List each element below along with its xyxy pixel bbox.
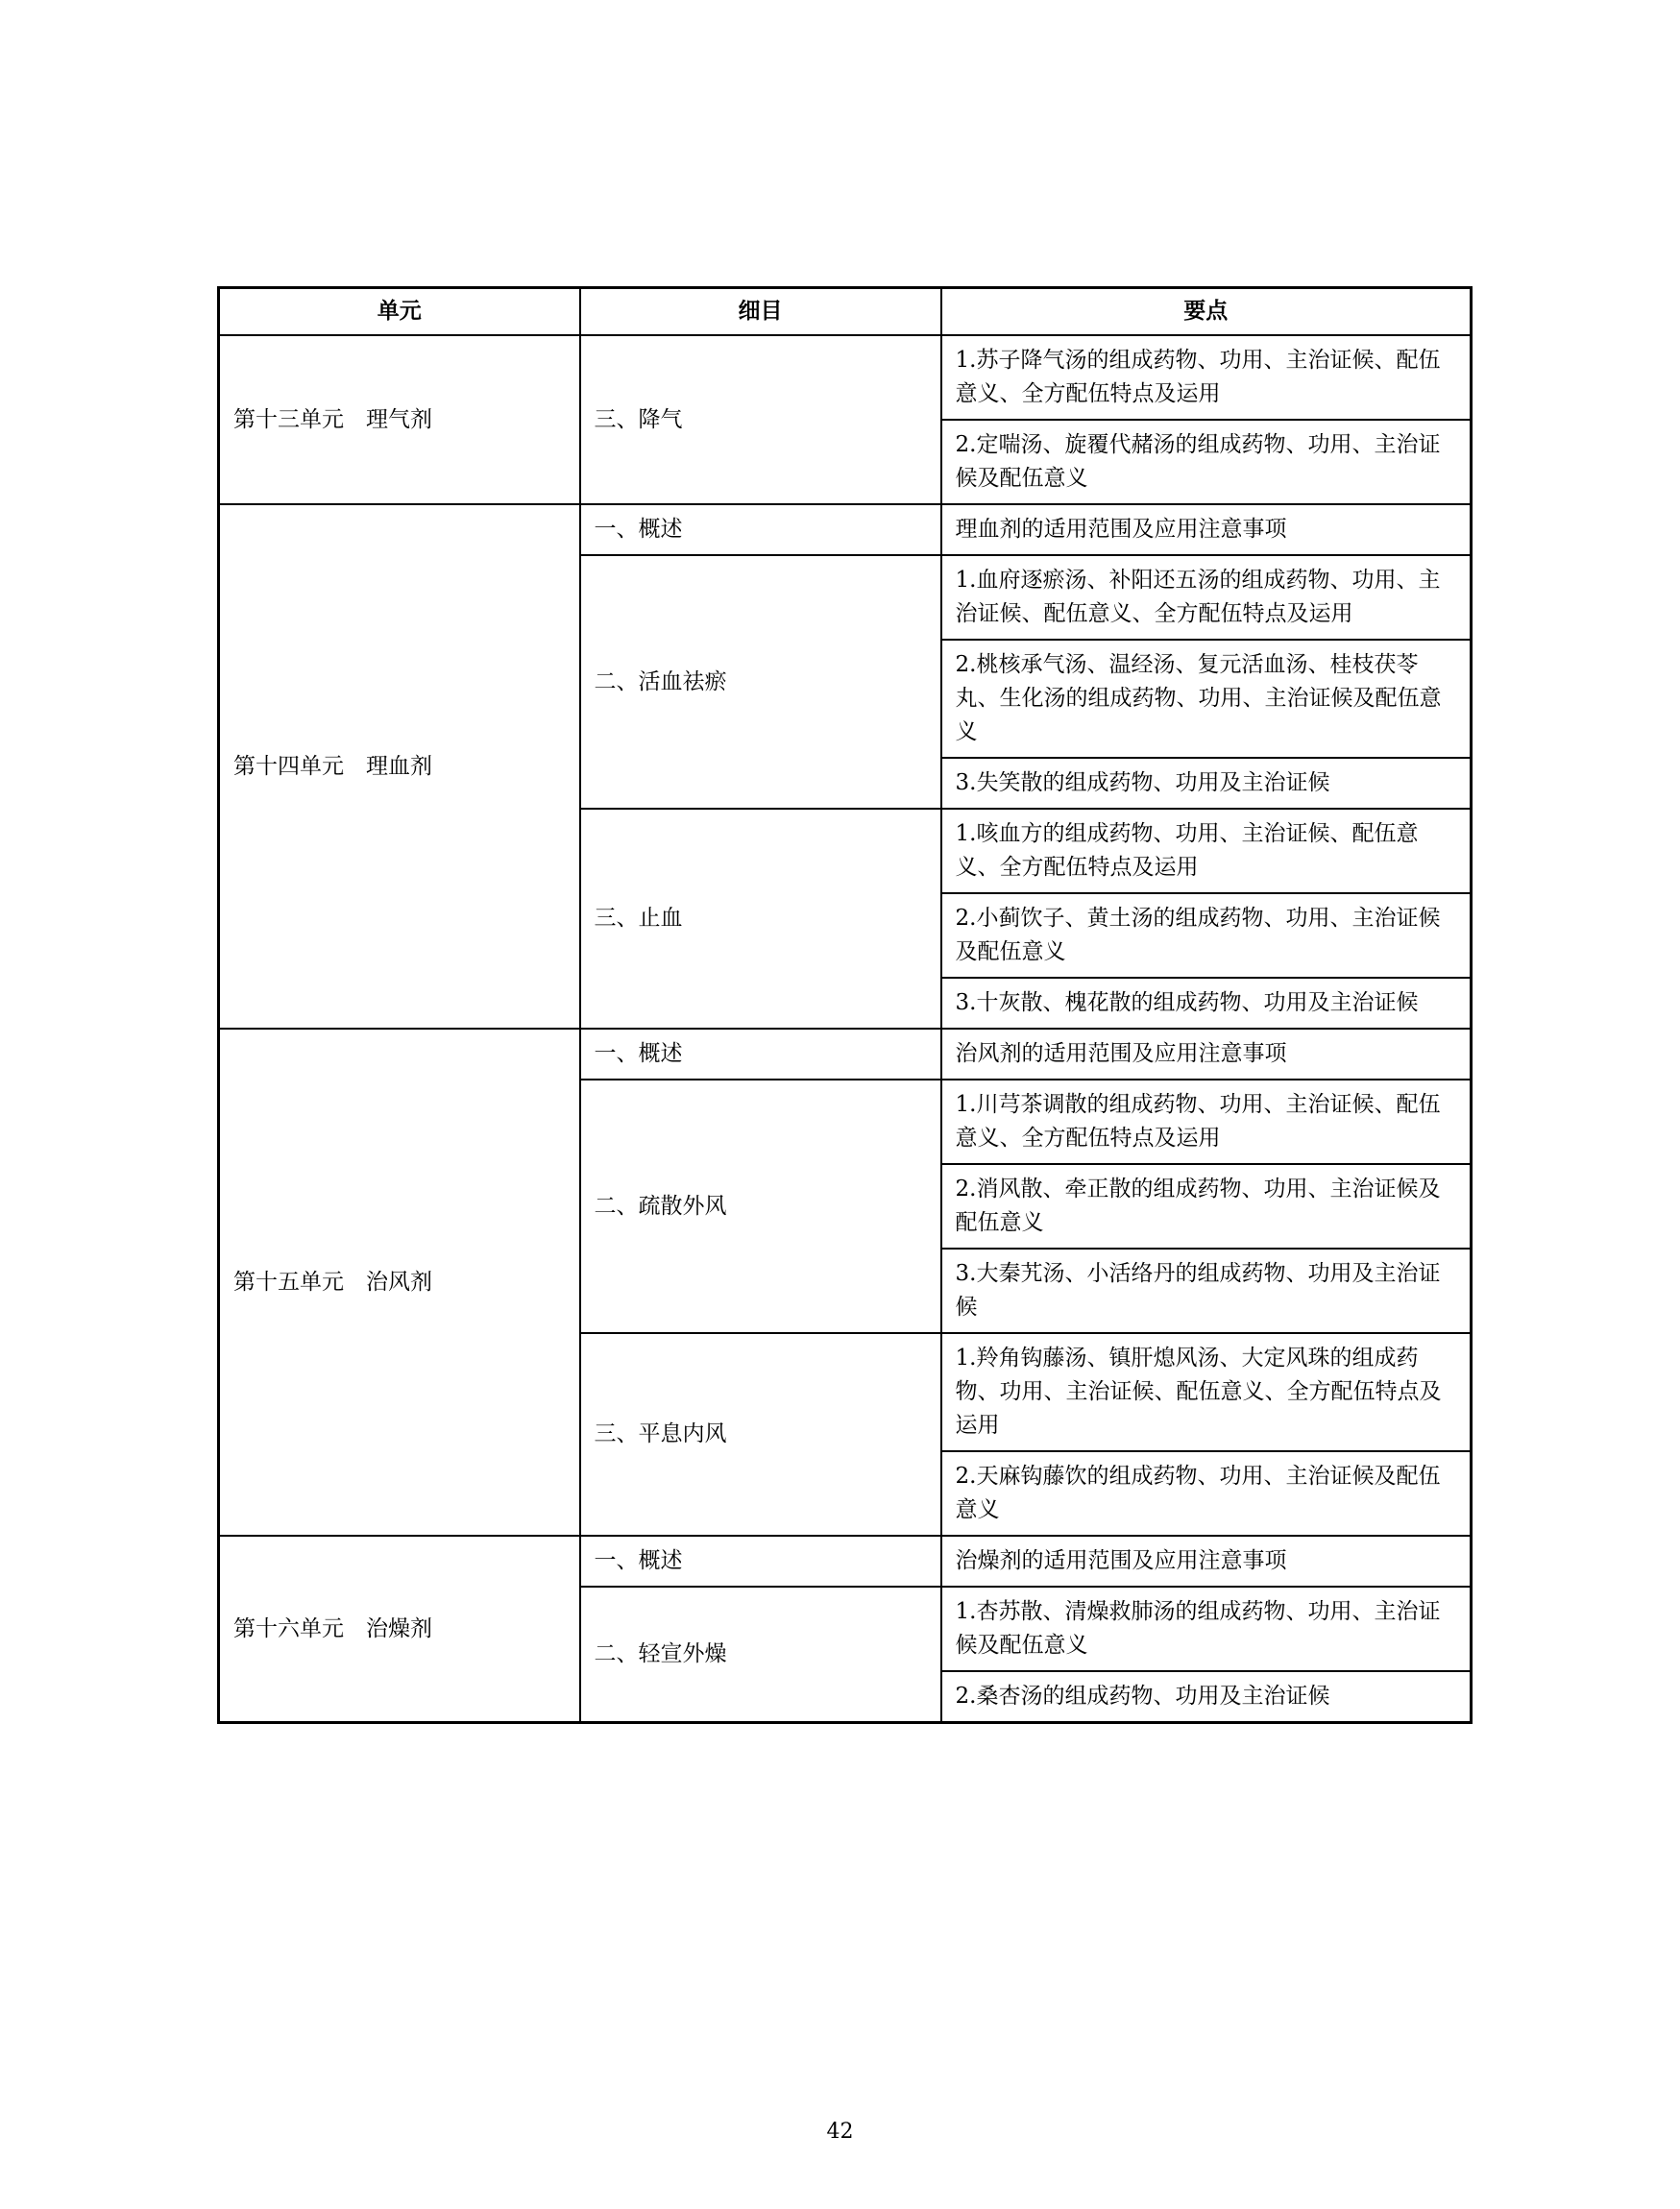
table-row xyxy=(219,1536,1472,1587)
point-cell: 2.桑杏汤的组成药物、功用及主治证候 xyxy=(941,1671,1472,1723)
point-cell: 2.天麻钩藤饮的组成药物、功用、主治证候及配伍意义 xyxy=(941,1451,1472,1536)
table-row xyxy=(219,504,1472,555)
unit-cell: 第十五单元 治风剂 xyxy=(219,1029,580,1536)
item-cell: 三、平息内风 xyxy=(580,1333,941,1536)
unit-cell: 第十四单元 理血剂 xyxy=(219,504,580,1029)
column-header-unit: 单元 xyxy=(219,288,580,336)
point-cell: 1.川芎茶调散的组成药物、功用、主治证候、配伍意义、全方配伍特点及运用 xyxy=(941,1080,1472,1164)
item-cell: 一、概述 xyxy=(580,1536,941,1587)
point-cell: 3.大秦艽汤、小活络丹的组成药物、功用及主治证候 xyxy=(941,1249,1472,1333)
point-cell: 1.杏苏散、清燥救肺汤的组成药物、功用、主治证候及配伍意义 xyxy=(941,1587,1472,1671)
item-cell: 三、降气 xyxy=(580,335,941,504)
column-header-item: 细目 xyxy=(580,288,941,336)
point-cell: 理血剂的适用范围及应用注意事项 xyxy=(941,504,1472,555)
point-cell: 1.血府逐瘀汤、补阳还五汤的组成药物、功用、主治证候、配伍意义、全方配伍特点及运用 xyxy=(941,555,1472,640)
table-row xyxy=(219,335,1472,420)
item-cell: 三、止血 xyxy=(580,809,941,1029)
point-cell: 2.桃核承气汤、温经汤、复元活血汤、桂枝茯苓丸、生化汤的组成药物、功用、主治证候及配伍意义 xyxy=(941,640,1472,758)
point-cell: 1.羚角钩藤汤、镇肝熄风汤、大定风珠的组成药物、功用、主治证候、配伍意义、全方配伍特点及运用 xyxy=(941,1333,1472,1451)
point-cell: 2.小蓟饮子、黄土汤的组成药物、功用、主治证候及配伍意义 xyxy=(941,893,1472,978)
item-cell: 二、疏散外风 xyxy=(580,1080,941,1333)
page-number: 42 xyxy=(826,2120,854,2144)
point-cell: 3.十灰散、槐花散的组成药物、功用及主治证候 xyxy=(941,978,1472,1029)
point-cell: 治燥剂的适用范围及应用注意事项 xyxy=(941,1536,1472,1587)
point-cell: 治风剂的适用范围及应用注意事项 xyxy=(941,1029,1472,1080)
column-header-points: 要点 xyxy=(941,288,1472,336)
point-cell: 1.咳血方的组成药物、功用、主治证候、配伍意义、全方配伍特点及运用 xyxy=(941,809,1472,893)
point-cell: 1.苏子降气汤的组成药物、功用、主治证候、配伍意义、全方配伍特点及运用 xyxy=(941,335,1472,420)
item-cell: 二、活血祛瘀 xyxy=(580,555,941,809)
point-cell: 2.定喘汤、旋覆代赭汤的组成药物、功用、主治证候及配伍意义 xyxy=(941,420,1472,504)
item-cell: 一、概述 xyxy=(580,504,941,555)
table-header-row xyxy=(219,288,1472,336)
syllabus-table xyxy=(217,286,1473,1724)
table-row xyxy=(219,1029,1472,1080)
unit-cell: 第十六单元 治燥剂 xyxy=(219,1536,580,1723)
point-cell: 3.失笑散的组成药物、功用及主治证候 xyxy=(941,758,1472,809)
unit-cell: 第十三单元 理气剂 xyxy=(219,335,580,504)
item-cell: 一、概述 xyxy=(580,1029,941,1080)
point-cell: 2.消风散、牵正散的组成药物、功用、主治证候及配伍意义 xyxy=(941,1164,1472,1249)
item-cell: 二、轻宣外燥 xyxy=(580,1587,941,1723)
